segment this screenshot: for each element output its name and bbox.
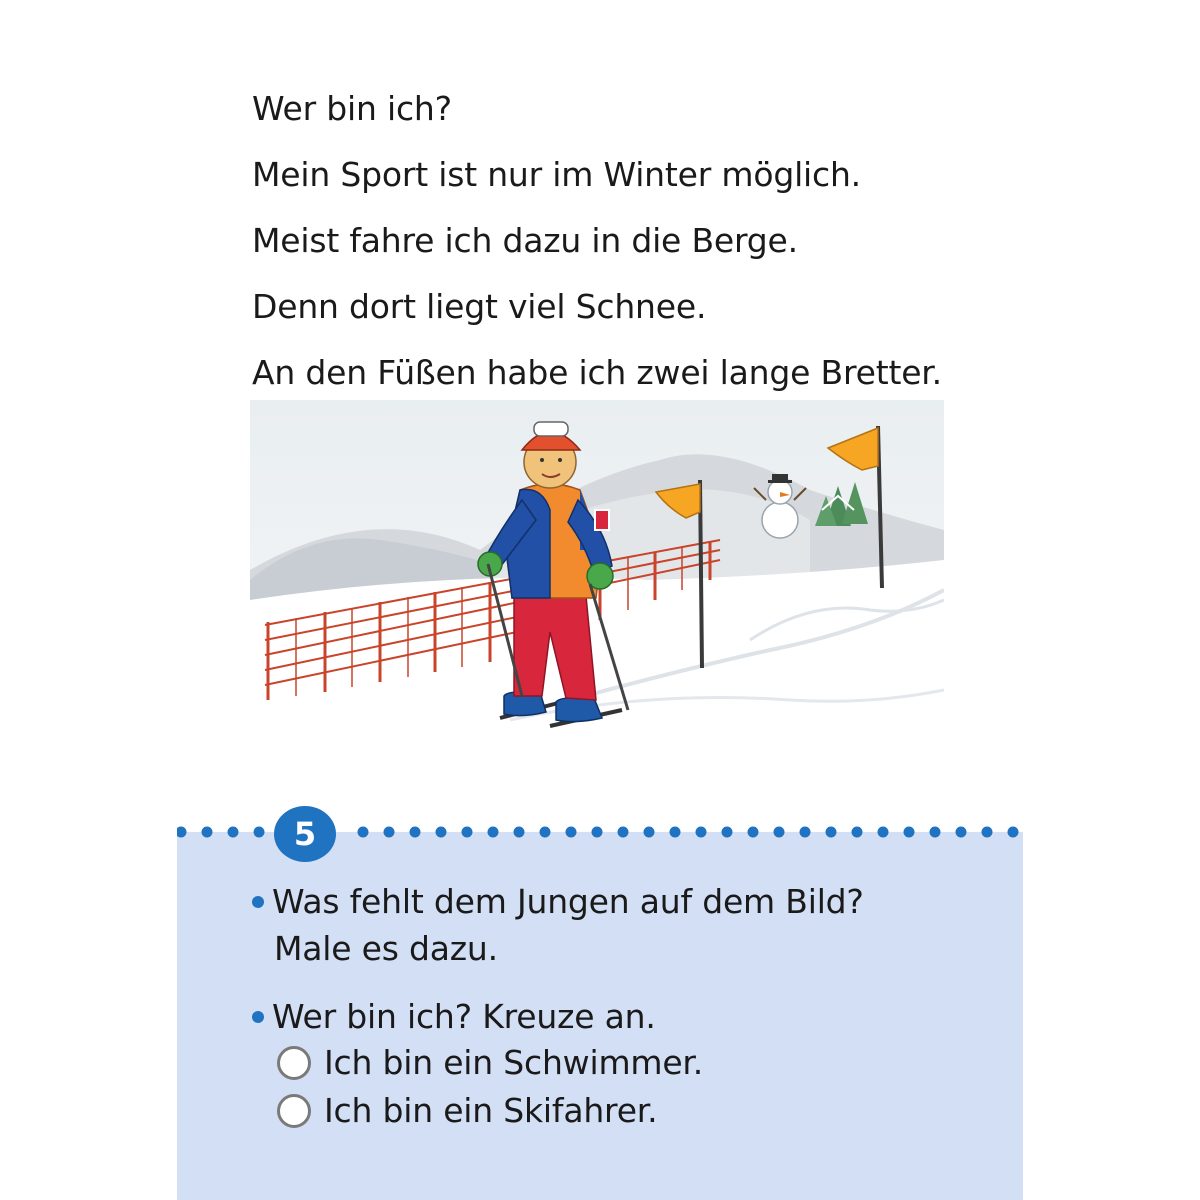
riddle-line: An den Füßen habe ich zwei lange Bretter. [252,353,942,392]
riddle-line: Mein Sport ist nur im Winter möglich. [252,155,861,194]
riddle-line: Wer bin ich? [252,89,452,128]
question-1-instruction: Male es dazu. [274,929,498,968]
divider-dot [722,827,733,838]
skier-illustration [250,400,944,792]
divider-dot [644,827,655,838]
divider-dot [177,827,187,838]
question-1: Was fehlt dem Jungen auf dem Bild? [272,882,864,921]
riddle-line: Denn dort liegt viel Schnee. [252,287,707,326]
option-swimmer-label: Ich bin ein Schwimmer. [324,1043,704,1082]
divider-dot [592,827,603,838]
divider-dot [1008,827,1019,838]
bullet-icon [252,896,264,908]
divider-dot [696,827,707,838]
divider-dot [670,827,681,838]
divider-dot [384,827,395,838]
bullet-icon [252,1011,264,1023]
divider-dot [982,827,993,838]
divider-dot [800,827,811,838]
riddle-line: Meist fahre ich dazu in die Berge. [252,221,798,260]
divider-dot [462,827,473,838]
question-2: Wer bin ich? Kreuze an. [272,997,656,1036]
divider-dot [852,827,863,838]
divider-dot [514,827,525,838]
divider-dot [748,827,759,838]
divider-dot [202,827,213,838]
divider-dot [566,827,577,838]
divider-dot [956,827,967,838]
riddle-text [252,84,942,414]
divider-dot [410,827,421,838]
divider-dot [878,827,889,838]
divider-dot [618,827,629,838]
divider-dot [904,827,915,838]
divider-dot [826,827,837,838]
divider-dot [228,827,239,838]
divider-dot [774,827,785,838]
divider-dot [540,827,551,838]
option-skier-checkbox[interactable] [277,1094,311,1128]
divider-dot [488,827,499,838]
divider-dot [254,827,265,838]
option-skier-label: Ich bin ein Skifahrer. [324,1091,658,1130]
divider-dot [930,827,941,838]
divider-dot [358,827,369,838]
option-swimmer-checkbox[interactable] [277,1046,311,1080]
task-number-badge: 5 [274,806,336,862]
divider-dot [436,827,447,838]
